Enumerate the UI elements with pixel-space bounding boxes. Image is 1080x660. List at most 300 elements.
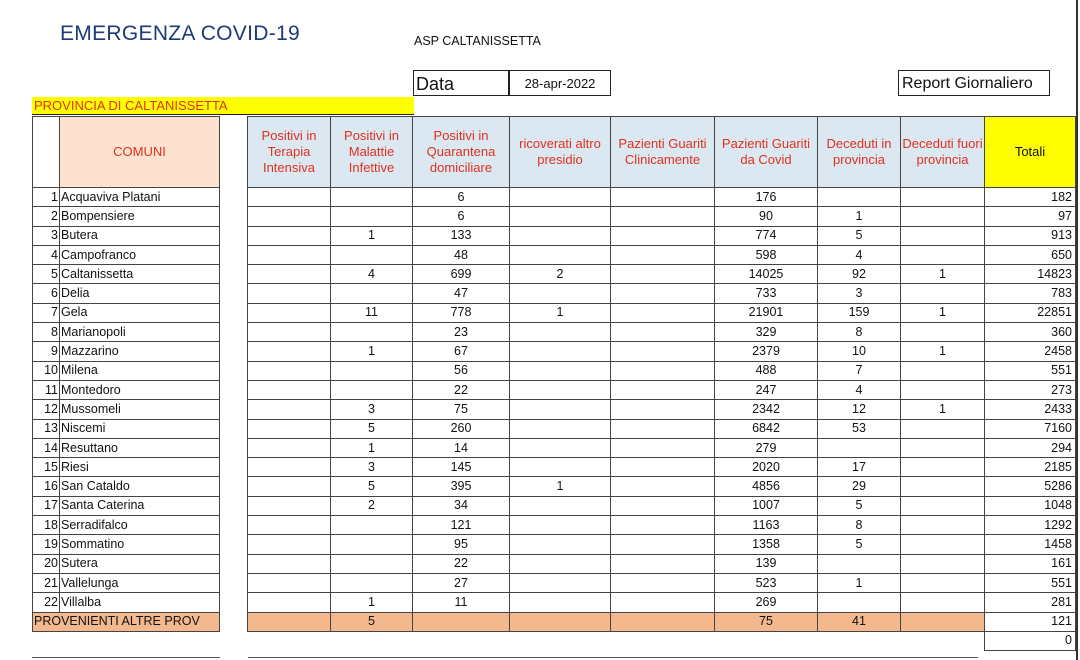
row-spacer [220, 438, 248, 457]
cell-terapia-intensiva[interactable] [248, 245, 331, 264]
cell-comune[interactable]: Mazzarino [60, 342, 220, 361]
cell-ricoverati[interactable] [510, 188, 611, 207]
cell-totali[interactable]: 360 [985, 323, 1076, 342]
row-spacer [220, 496, 248, 515]
cell-terapia-intensiva[interactable] [248, 593, 331, 612]
cell-ricoverati[interactable] [510, 516, 611, 535]
cell-comune[interactable]: Marianopoli [60, 323, 220, 342]
cell-quarantena[interactable]: 22 [413, 380, 510, 399]
cell-malattie-infettive[interactable] [331, 188, 413, 207]
cell-quarantena[interactable]: 67 [413, 342, 510, 361]
header-terapia-intensiva: Positivi in Terapia Intensiva [248, 117, 331, 188]
cell-malattie-infettive[interactable] [331, 361, 413, 380]
cell-ricoverati[interactable] [510, 535, 611, 554]
row-spacer [220, 303, 248, 322]
cell-deceduti-provincia[interactable]: 29 [818, 477, 901, 496]
cell-comune[interactable]: Acquaviva Platani [60, 188, 220, 207]
cell-deceduti-fuori[interactable] [901, 438, 985, 457]
cell-deceduti-fuori[interactable] [901, 207, 985, 226]
cell-terapia-intensiva[interactable] [248, 380, 331, 399]
cell-comune[interactable]: Mussomeli [60, 400, 220, 419]
cell-terapia-intensiva[interactable] [248, 573, 331, 592]
cell-quarantena[interactable]: 95 [413, 535, 510, 554]
cell-malattie-infettive[interactable] [331, 245, 413, 264]
cell-terapia-intensiva[interactable] [248, 265, 331, 284]
cell-quarantena[interactable]: 75 [413, 400, 510, 419]
cell-terapia-intensiva[interactable] [248, 207, 331, 226]
row-spacer [220, 419, 248, 438]
cell-totali[interactable]: 22851 [985, 303, 1076, 322]
cell-guariti-clinicamente[interactable] [611, 573, 715, 592]
cell-quarantena[interactable]: 6 [413, 188, 510, 207]
cell-terapia-intensiva[interactable] [248, 419, 331, 438]
cell-totali[interactable]: 1292 [985, 516, 1076, 535]
row-index: 2 [33, 207, 60, 226]
header-guariti-covid: Pazienti Guariti da Covid [715, 117, 818, 188]
row-spacer [220, 245, 248, 264]
provenienti-guariti-clin [611, 612, 715, 631]
cell-deceduti-fuori[interactable] [901, 554, 985, 573]
table-row [33, 400, 1076, 419]
cell-ricoverati[interactable] [510, 400, 611, 419]
cell-malattie-infettive[interactable] [331, 380, 413, 399]
cell-deceduti-fuori[interactable] [901, 226, 985, 245]
cell-deceduti-provincia[interactable]: 3 [818, 284, 901, 303]
table-row [33, 516, 1076, 535]
cell-comune[interactable]: Butera [60, 226, 220, 245]
province-banner: PROVINCIA DI CALTANISSETTA [32, 97, 414, 115]
table-row [33, 477, 1076, 496]
cell-ricoverati[interactable] [510, 593, 611, 612]
cell-totali[interactable]: 2458 [985, 342, 1076, 361]
cell-guariti-covid[interactable]: 598 [715, 245, 818, 264]
table-header-row [33, 117, 1076, 188]
cell-deceduti-provincia[interactable]: 5 [818, 535, 901, 554]
cell-quarantena[interactable]: 11 [413, 593, 510, 612]
cell-deceduti-fuori[interactable] [901, 496, 985, 515]
cell-terapia-intensiva[interactable] [248, 516, 331, 535]
cell-guariti-clinicamente[interactable] [611, 284, 715, 303]
cell-totali[interactable]: 1458 [985, 535, 1076, 554]
row-index: 22 [33, 593, 60, 612]
cell-deceduti-provincia[interactable]: 92 [818, 265, 901, 284]
cell-totali[interactable]: 2433 [985, 400, 1076, 419]
cell-guariti-covid[interactable]: 90 [715, 207, 818, 226]
cell-deceduti-provincia[interactable]: 159 [818, 303, 901, 322]
cell-guariti-covid[interactable]: 139 [715, 554, 818, 573]
cell-ricoverati[interactable] [510, 496, 611, 515]
cell-ricoverati[interactable] [510, 284, 611, 303]
cell-terapia-intensiva[interactable] [248, 323, 331, 342]
cell-comune[interactable]: Resuttano [60, 438, 220, 457]
cell-malattie-infettive[interactable]: 1 [331, 438, 413, 457]
cell-deceduti-provincia[interactable]: 8 [818, 323, 901, 342]
cell-deceduti-fuori[interactable]: 1 [901, 342, 985, 361]
cell-quarantena[interactable]: 6 [413, 207, 510, 226]
row-index: 10 [33, 361, 60, 380]
cell-quarantena[interactable]: 395 [413, 477, 510, 496]
provenienti-guariti-covid[interactable]: 75 [715, 612, 818, 631]
cell-deceduti-fuori[interactable] [901, 245, 985, 264]
row-spacer [220, 284, 248, 303]
cell-deceduti-provincia[interactable]: 4 [818, 245, 901, 264]
cell-guariti-clinicamente[interactable] [611, 438, 715, 457]
cell-deceduti-fuori[interactable] [901, 284, 985, 303]
cell-totali[interactable]: 551 [985, 361, 1076, 380]
provenienti-totali[interactable]: 121 [985, 612, 1076, 631]
cell-guariti-covid[interactable]: 247 [715, 380, 818, 399]
provenienti-deceduti-prov[interactable]: 41 [818, 612, 901, 631]
cell-guariti-clinicamente[interactable] [611, 458, 715, 477]
cell-malattie-infettive[interactable] [331, 207, 413, 226]
cell-malattie-infettive[interactable]: 2 [331, 496, 413, 515]
cell-deceduti-fuori[interactable] [901, 535, 985, 554]
cell-guariti-covid[interactable]: 733 [715, 284, 818, 303]
cell-quarantena[interactable]: 14 [413, 438, 510, 457]
cell-malattie-infettive[interactable] [331, 535, 413, 554]
cell-guariti-clinicamente[interactable] [611, 361, 715, 380]
cell-guariti-covid[interactable]: 176 [715, 188, 818, 207]
cell-guariti-covid[interactable]: 21901 [715, 303, 818, 322]
cell-malattie-infettive[interactable]: 5 [331, 419, 413, 438]
cell-totali[interactable]: 1048 [985, 496, 1076, 515]
provenienti-malattie[interactable]: 5 [331, 612, 413, 631]
cell-deceduti-provincia[interactable]: 10 [818, 342, 901, 361]
cell-guariti-clinicamente[interactable] [611, 226, 715, 245]
cell-quarantena[interactable]: 56 [413, 361, 510, 380]
table-row [33, 207, 1076, 226]
cell-quarantena[interactable]: 23 [413, 323, 510, 342]
provenienti-row [33, 612, 1076, 631]
cell-comune[interactable]: Montedoro [60, 380, 220, 399]
cell-deceduti-fuori[interactable] [901, 380, 985, 399]
cell-quarantena[interactable]: 145 [413, 458, 510, 477]
cell-malattie-infettive[interactable] [331, 284, 413, 303]
cell-quarantena[interactable]: 260 [413, 419, 510, 438]
header-totali: Totali [985, 117, 1076, 188]
cell-deceduti-provincia[interactable]: 1 [818, 573, 901, 592]
row-index: 1 [33, 188, 60, 207]
cell-guariti-covid[interactable]: 488 [715, 361, 818, 380]
cell-deceduti-provincia[interactable]: 7 [818, 361, 901, 380]
cell-totali[interactable]: 294 [985, 438, 1076, 457]
cell-deceduti-fuori[interactable] [901, 477, 985, 496]
cell-guariti-covid[interactable]: 1007 [715, 496, 818, 515]
table-row [33, 188, 1076, 207]
date-label-cell: Data [413, 70, 509, 96]
cell-deceduti-fuori[interactable]: 1 [901, 303, 985, 322]
cell-ricoverati[interactable] [510, 419, 611, 438]
cell-deceduti-fuori[interactable] [901, 573, 985, 592]
cell-ricoverati[interactable]: 1 [510, 477, 611, 496]
bottom-divider-right [248, 657, 978, 658]
cell-guariti-clinicamente[interactable] [611, 303, 715, 322]
cell-terapia-intensiva[interactable] [248, 477, 331, 496]
cell-guariti-clinicamente[interactable] [611, 593, 715, 612]
cell-malattie-infettive[interactable] [331, 573, 413, 592]
cell-guariti-clinicamente[interactable] [611, 496, 715, 515]
cell-comune[interactable]: Caltanissetta [60, 265, 220, 284]
cell-terapia-intensiva[interactable] [248, 284, 331, 303]
cell-totali[interactable]: 551 [985, 573, 1076, 592]
cell-guariti-clinicamente[interactable] [611, 207, 715, 226]
cell-totali[interactable]: 5286 [985, 477, 1076, 496]
cell-ricoverati[interactable] [510, 554, 611, 573]
header-deceduti-fuori: Deceduti fuori provincia [901, 117, 985, 188]
cell-deceduti-provincia[interactable]: 5 [818, 226, 901, 245]
cell-malattie-infettive[interactable]: 1 [331, 342, 413, 361]
header-guariti-clinicamente: Pazienti Guariti Clinicamente [611, 117, 715, 188]
cell-comune[interactable]: Niscemi [60, 419, 220, 438]
cell-totali[interactable]: 97 [985, 207, 1076, 226]
header-spacer [220, 117, 248, 188]
cell-guariti-covid[interactable]: 279 [715, 438, 818, 457]
row-spacer [220, 400, 248, 419]
cell-guariti-covid[interactable]: 14025 [715, 265, 818, 284]
cell-guariti-clinicamente[interactable] [611, 380, 715, 399]
cell-terapia-intensiva[interactable] [248, 496, 331, 515]
provenienti-terapia [248, 612, 331, 631]
cell-malattie-infettive[interactable]: 5 [331, 477, 413, 496]
cell-ricoverati[interactable] [510, 245, 611, 264]
cell-deceduti-fuori[interactable] [901, 188, 985, 207]
row-index: 13 [33, 419, 60, 438]
cell-totali[interactable]: 913 [985, 226, 1076, 245]
cell-ricoverati[interactable] [510, 226, 611, 245]
header-deceduti-provincia: Deceduti in provincia [818, 117, 901, 188]
cell-deceduti-fuori[interactable] [901, 419, 985, 438]
cell-quarantena[interactable]: 27 [413, 573, 510, 592]
cell-malattie-infettive[interactable]: 3 [331, 458, 413, 477]
cell-guariti-clinicamente[interactable] [611, 516, 715, 535]
cell-malattie-infettive[interactable]: 11 [331, 303, 413, 322]
header-ricoverati: ricoverati altro presidio [510, 117, 611, 188]
table-row [33, 284, 1076, 303]
cell-ricoverati[interactable] [510, 438, 611, 457]
cell-ricoverati[interactable] [510, 207, 611, 226]
cell-guariti-covid[interactable]: 269 [715, 593, 818, 612]
cell-deceduti-fuori[interactable] [901, 323, 985, 342]
cell-terapia-intensiva[interactable] [248, 400, 331, 419]
row-spacer [220, 535, 248, 554]
cell-malattie-infettive[interactable] [331, 554, 413, 573]
cell-guariti-covid[interactable]: 329 [715, 323, 818, 342]
row-index: 11 [33, 380, 60, 399]
cell-deceduti-provincia[interactable]: 53 [818, 419, 901, 438]
row-index: 16 [33, 477, 60, 496]
table-row [33, 226, 1076, 245]
row-spacer [220, 226, 248, 245]
table-row [33, 573, 1076, 592]
cell-terapia-intensiva[interactable] [248, 535, 331, 554]
cell-ricoverati[interactable] [510, 323, 611, 342]
cell-deceduti-fuori[interactable]: 1 [901, 265, 985, 284]
cell-terapia-intensiva[interactable] [248, 226, 331, 245]
cell-malattie-infettive[interactable]: 1 [331, 226, 413, 245]
cell-guariti-covid[interactable]: 774 [715, 226, 818, 245]
table-row [33, 245, 1076, 264]
cell-quarantena[interactable]: 133 [413, 226, 510, 245]
cell-comune[interactable]: Santa Caterina [60, 496, 220, 515]
cell-terapia-intensiva[interactable] [248, 458, 331, 477]
cell-totali[interactable]: 7160 [985, 419, 1076, 438]
cell-terapia-intensiva[interactable] [248, 438, 331, 457]
cell-guariti-covid[interactable]: 1358 [715, 535, 818, 554]
cell-comune[interactable]: Milena [60, 361, 220, 380]
cell-deceduti-provincia[interactable]: 4 [818, 380, 901, 399]
cell-comune[interactable]: Bompensiere [60, 207, 220, 226]
final-total-cell[interactable]: 0 [985, 631, 1076, 650]
cell-terapia-intensiva[interactable] [248, 303, 331, 322]
cell-deceduti-provincia[interactable] [818, 188, 901, 207]
cell-quarantena[interactable]: 778 [413, 303, 510, 322]
cell-comune[interactable]: Villalba [60, 593, 220, 612]
cell-deceduti-provincia[interactable]: 5 [818, 496, 901, 515]
cell-malattie-infettive[interactable]: 4 [331, 265, 413, 284]
cell-guariti-clinicamente[interactable] [611, 400, 715, 419]
row-index: 20 [33, 554, 60, 573]
cell-quarantena[interactable]: 22 [413, 554, 510, 573]
cell-guariti-clinicamente[interactable] [611, 342, 715, 361]
cell-deceduti-fuori[interactable] [901, 361, 985, 380]
row-index: 18 [33, 516, 60, 535]
cell-guariti-covid[interactable]: 4856 [715, 477, 818, 496]
cell-ricoverati[interactable] [510, 458, 611, 477]
cell-totali[interactable]: 650 [985, 245, 1076, 264]
cell-terapia-intensiva[interactable] [248, 361, 331, 380]
cell-comune[interactable]: San Cataldo [60, 477, 220, 496]
cell-comune[interactable]: Serradifalco [60, 516, 220, 535]
cell-terapia-intensiva[interactable] [248, 554, 331, 573]
cell-quarantena[interactable]: 47 [413, 284, 510, 303]
cell-totali[interactable]: 281 [985, 593, 1076, 612]
cell-deceduti-provincia[interactable]: 8 [818, 516, 901, 535]
cell-totali[interactable]: 783 [985, 284, 1076, 303]
cell-malattie-infettive[interactable] [331, 516, 413, 535]
window-edge [1076, 0, 1078, 660]
table-row [33, 535, 1076, 554]
cell-guariti-clinicamente[interactable] [611, 188, 715, 207]
cell-totali[interactable]: 273 [985, 380, 1076, 399]
cell-guariti-clinicamente[interactable] [611, 419, 715, 438]
cell-terapia-intensiva[interactable] [248, 188, 331, 207]
cell-quarantena[interactable]: 34 [413, 496, 510, 515]
cell-deceduti-provincia[interactable] [818, 593, 901, 612]
cell-deceduti-fuori[interactable] [901, 458, 985, 477]
cell-totali[interactable]: 161 [985, 554, 1076, 573]
final-total-row [33, 631, 1076, 650]
row-index: 8 [33, 323, 60, 342]
cell-totali[interactable]: 182 [985, 188, 1076, 207]
row-spacer [220, 207, 248, 226]
provenienti-deceduti-fuori [901, 612, 985, 631]
cell-deceduti-provincia[interactable]: 12 [818, 400, 901, 419]
cell-comune[interactable]: Vallelunga [60, 573, 220, 592]
cell-comune[interactable]: Gela [60, 303, 220, 322]
cell-comune[interactable]: Riesi [60, 458, 220, 477]
cell-ricoverati[interactable] [510, 361, 611, 380]
cell-ricoverati[interactable] [510, 380, 611, 399]
table-row [33, 265, 1076, 284]
row-index: 6 [33, 284, 60, 303]
cell-malattie-infettive[interactable] [331, 323, 413, 342]
row-spacer [220, 554, 248, 573]
row-spacer [220, 593, 248, 612]
cell-guariti-covid[interactable]: 523 [715, 573, 818, 592]
table-row [33, 323, 1076, 342]
cell-guariti-clinicamente[interactable] [611, 323, 715, 342]
cell-guariti-clinicamente[interactable] [611, 245, 715, 264]
cell-guariti-clinicamente[interactable] [611, 477, 715, 496]
cell-guariti-covid[interactable]: 1163 [715, 516, 818, 535]
cell-malattie-infettive[interactable]: 3 [331, 400, 413, 419]
cell-deceduti-provincia[interactable] [818, 438, 901, 457]
table-row [33, 303, 1076, 322]
cell-deceduti-fuori[interactable]: 1 [901, 400, 985, 419]
cell-comune[interactable]: Delia [60, 284, 220, 303]
bottom-divider-left [32, 657, 220, 658]
cell-deceduti-provincia[interactable]: 17 [818, 458, 901, 477]
row-index: 14 [33, 438, 60, 457]
row-spacer [220, 458, 248, 477]
cell-comune[interactable]: Sutera [60, 554, 220, 573]
row-spacer [220, 342, 248, 361]
cell-deceduti-fuori[interactable] [901, 593, 985, 612]
cell-ricoverati[interactable] [510, 342, 611, 361]
cell-quarantena[interactable]: 121 [413, 516, 510, 535]
cell-guariti-covid[interactable]: 2379 [715, 342, 818, 361]
cell-deceduti-provincia[interactable]: 1 [818, 207, 901, 226]
cell-guariti-covid[interactable]: 2020 [715, 458, 818, 477]
cell-comune[interactable]: Campofranco [60, 245, 220, 264]
final-row-blank [33, 631, 985, 650]
report-label-cell: Report Giornaliero [898, 70, 1050, 96]
table-row [33, 342, 1076, 361]
cell-quarantena[interactable]: 48 [413, 245, 510, 264]
row-index: 21 [33, 573, 60, 592]
row-index: 9 [33, 342, 60, 361]
row-spacer [220, 188, 248, 207]
cell-guariti-clinicamente[interactable] [611, 554, 715, 573]
cell-deceduti-provincia[interactable] [818, 554, 901, 573]
row-spacer [220, 361, 248, 380]
cell-ricoverati[interactable]: 1 [510, 303, 611, 322]
cell-guariti-clinicamente[interactable] [611, 535, 715, 554]
row-index: 17 [33, 496, 60, 515]
cell-ricoverati[interactable] [510, 573, 611, 592]
cell-ricoverati[interactable]: 2 [510, 265, 611, 284]
cell-comune[interactable]: Sommatino [60, 535, 220, 554]
cell-guariti-covid[interactable]: 2342 [715, 400, 818, 419]
cell-totali[interactable]: 2185 [985, 458, 1076, 477]
page-title: EMERGENZA COVID-19 [60, 22, 300, 45]
table-row [33, 419, 1076, 438]
header-quarantena: Positivi in Quarantena domiciliare [413, 117, 510, 188]
header-comuni: COMUNI [60, 117, 220, 188]
row-index: 3 [33, 226, 60, 245]
row-index: 19 [33, 535, 60, 554]
cell-totali[interactable]: 14823 [985, 265, 1076, 284]
date-value-cell[interactable]: 28-apr-2022 [509, 70, 611, 96]
cell-malattie-infettive[interactable]: 1 [331, 593, 413, 612]
covid-data-table [32, 116, 1076, 651]
cell-quarantena[interactable]: 699 [413, 265, 510, 284]
cell-terapia-intensiva[interactable] [248, 342, 331, 361]
cell-deceduti-fuori[interactable] [901, 516, 985, 535]
cell-guariti-covid[interactable]: 6842 [715, 419, 818, 438]
cell-guariti-clinicamente[interactable] [611, 265, 715, 284]
row-spacer [220, 265, 248, 284]
